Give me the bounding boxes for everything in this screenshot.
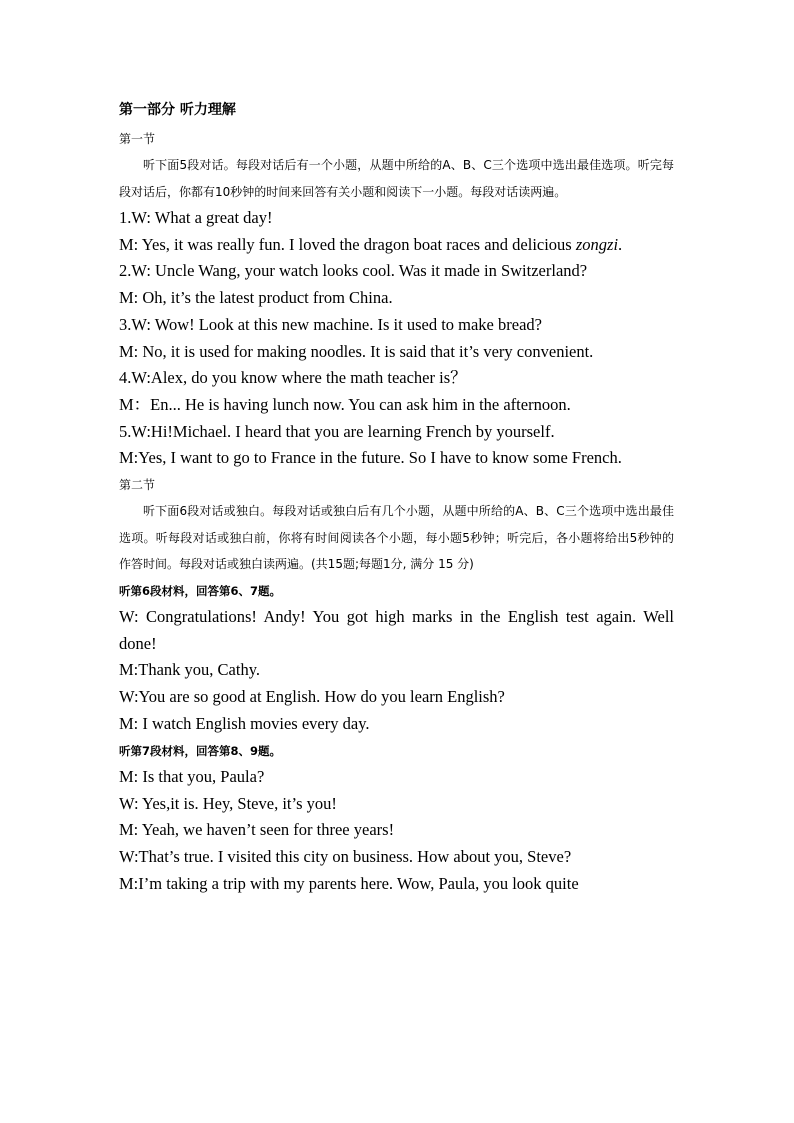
dialogue-line: M: I watch English movies every day. [119, 713, 370, 733]
dialogue-line: M:Yes, I want to go to France in the future. So I have to know some French. [119, 448, 622, 468]
dialogue-line-italic: zongzi [575, 234, 619, 254]
dialogue-line: 2.W: Uncle Wang, your watch looks cool. Was it made in Switzerland? [119, 261, 588, 281]
material6-heading: 听第6段材料，回答第6、7题。 [119, 583, 282, 598]
dialogue-line: M:Thank you, Cathy. [119, 660, 260, 680]
dialogue-line: W: Yes,it is. Hey, Steve, it’s you! [119, 793, 337, 813]
dialogue-line: M:I’m taking a trip with my parents here. Wow, Paula, you look quite [119, 873, 579, 893]
dialogue-line: W:You are so good at English. How do you learn English? [119, 687, 505, 707]
section1-heading: 第一节 [119, 132, 156, 146]
dialogue-line: W: Congratulations! Andy! You got high marks in the English test again. Well done! [119, 607, 674, 653]
material6-dialogue [119, 604, 674, 738]
dialogue-line: M: No, it is used for making noodles. It is said that it’s very convenient. [119, 341, 594, 361]
section1-instructions: 听下面5段对话。每段对话后有一个小题，从题中所给的A、B、C三个选项中选出最佳选项。听完每段对话后，你都有10秒钟的时间来回答有关小题和阅读下一小题。每段对话读两遍。 [119, 158, 674, 199]
section2-heading: 第二节 [119, 478, 156, 493]
dialogue-line: 1.W: What a great day! [119, 208, 273, 227]
dialogue-line: M: Is that you, Paula? [119, 767, 265, 787]
section1-dialogues [119, 205, 674, 472]
dialogue-line: 3.W: Wow! Look at this new machine. Is it used to make bread? [119, 314, 542, 334]
dialogue-line: 5.W:Hi!Michael. I heard that you are learning French by yourself. [119, 421, 555, 441]
material7-dialogue [119, 764, 674, 898]
part-title: 第一部分 听力理解 [119, 102, 236, 118]
dialogue-line: M：En... He is having lunch now. You can ask him in the afternoon. [119, 394, 571, 414]
section2-instructions: 听下面6段对话或独白。每段对话或独白后有几个小题，从题中所给的A、B、C三个选项中选出最佳选项。听每段对话或独白前，你将有时间阅读各个小题，每小题5秒钟；听完后，各小题将给出5秒钟的作答时间。每段对话或独白读两遍。(共15题;每题1分, 满分 15 分) [119, 504, 674, 572]
dialogue-line-tail: . [618, 234, 623, 254]
dialogue-line: 4.W:Alex, do you know where the math teacher is？ [119, 368, 467, 388]
material7-heading: 听第7段材料，回答第8、9题。 [119, 743, 282, 758]
dialogue-line: M: Yeah, we haven’t seen for three years! [119, 820, 395, 840]
document-page [119, 96, 674, 898]
dialogue-line-text: M: Yes, it was really fun. I loved the dragon boat races and delicious [119, 234, 576, 254]
dialogue-line: W:That’s true. I visited this city on business. How about you, Steve? [119, 847, 572, 867]
dialogue-line [119, 232, 674, 259]
dialogue-line: M: Oh, it’s the latest product from China. [119, 288, 393, 308]
